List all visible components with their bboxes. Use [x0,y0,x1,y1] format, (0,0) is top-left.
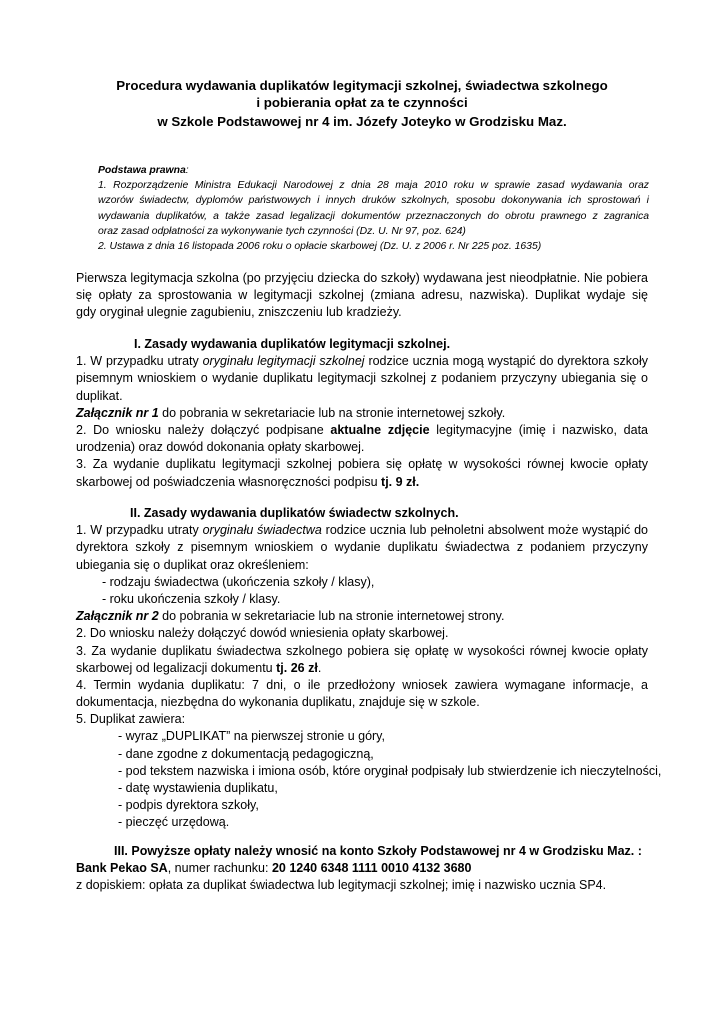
duplicate-content-item: - datę wystawienia duplikatu, [118,781,278,795]
title-line-2: i pobierania opłat za te czynności [256,95,468,110]
duplicate-content-item: - podpis dyrektora szkoły, [118,798,259,813]
section-2-heading: II. Zasady wydawania duplikatów świadectw szkolnych. [130,506,459,520]
s1-attachment: Załącznik nr 1 do pobrania w sekretariacie lub na stronie internetowej szkoły. [76,405,506,420]
account-number: 20 1240 6348 1111 0010 4132 3680 [271,861,472,876]
s2-point-5: 5. Duplikat zawiera: [76,712,186,727]
legal-basis-line: 1. Rozporządzenie Ministra Edukacji Narodowej z dnia 28 maja 2010 roku w sprawie zasad wydawania oraz [98,180,649,192]
s1-point-2-line-1: 2. Do wniosku należy dołączyć podpisane aktualne zdjęcie legitymacyjne (imię i nazwisko, data [76,422,648,437]
legal-basis [98,163,649,254]
legal-basis-line: 2. Ustawa z dnia 16 listopada 2006 roku o opłacie skarbowej (Dz. U. z 2006 r. Nr 225 poz. 1635) [98,241,542,253]
s2-point-1-line-1: 1. W przypadku utraty oryginału świadectwa rodzice ucznia lub pełnoletni absolwent może wystąpić do [76,523,648,538]
section-1 [76,336,648,491]
s2-detail-item: - roku ukończenia szkoły / klasy. [102,591,281,606]
s2-point-4-line-1: 4. Termin wydania duplikatu: 7 dni, o ile przedłożony wniosek zawiera wymagane informacje, a [76,677,648,692]
legal-basis-line: wzorów świadectw, dyplomów państwowych i innych druków szkolnych, sposobu dokonywania ich sprostowań i [98,195,649,207]
duplicate-content-item: - dane zgodne z dokumentacją pedagogiczną, [118,746,374,761]
section-1-heading: I. Zasady wydawania duplikatów legitymacji szkolnej. [134,337,451,351]
s2-attachment: Załącznik nr 2 do pobrania w sekretariacie lub na stronie internetowej strony. [76,609,505,624]
section-3-heading: III. Powyższe opłaty należy wnosić na konto Szkoły Podstawowej nr 4 w Grodzisku Maz. : [114,844,642,858]
s2-point-3-line-1: 3. Za wydanie duplikatu świadectwa szkolnego pobiera się opłatę w wysokości równej kwocie opłaty [76,643,648,658]
s2-detail-item: - rodzaju świadectwa (ukończenia szkoły / klasy), [102,574,375,589]
payment-note: z dopiskiem: opłata za duplikat świadectwa lub legitymacji szkolnej; imię i nazwisko ucznia SP4. [76,878,607,893]
document-title [0,77,724,130]
legal-basis-heading: Podstawa prawna: [98,165,189,176]
duplicate-content-item: - pieczęć urzędową. [118,815,230,830]
duplicate-content-item: - pod tekstem nazwiska i imiona osób, które oryginał podpisały lub stwierdzenie ich nieczytelności, [118,763,662,778]
s1-point-1-line-1: 1. W przypadku utraty oryginału legitymacji szkolnej rodzice ucznia mogą wystąpić do dyrektora szkoły [76,354,648,369]
section-3 [76,843,648,895]
legal-basis-line: oraz zasad odpłatności za wykonywanie tych czynności (Dz. U. Nr 97, poz. 624) [98,225,466,237]
legal-basis-line: wydawania duplikatów, a także zasad legalizacji dokumentów przeznaczonych do obrotu prawnego z zagranica [98,210,649,222]
s1-point-1-line-3: duplikat. [76,388,123,403]
intro-line: się opłaty za sprostowania w legitymacji szkolnej (zmiana adresu, nazwiska). Duplikat wydaje się [76,288,648,303]
section-2 [76,505,662,832]
intro-paragraph [76,270,648,322]
title-line-3: w Szkole Podstawowej nr 4 im. Józefy Joteyko w Grodzisku Maz. [157,114,567,129]
bank-account-line: Bank Pekao SA, numer rachunku: 20 1240 6348 1111 0010 4132 3680 [76,861,472,876]
s2-point-1-line-3: ubiegania się o duplikat oraz określeniem: [76,557,309,572]
s1-point-2-line-2: urodzenia) oraz dowód dokonania opłaty skarbowej. [76,440,365,455]
intro-line: Pierwsza legitymacja szkolna (po przyjęciu dziecka do szkoły) wydawana jest nieodpłatnie. Nie pobiera [76,271,648,285]
s2-point-4-line-2: dokumentacja, niezbędna do wykonania duplikatu, znajduje się w szkole. [76,695,480,710]
s1-point-1-line-2: pisemnym wnioskiem o wydanie duplikatu legitymacji szkolnej z podaniem przyczyny ubiegania się o [76,371,648,386]
s2-point-1-line-2: dyrektora szkoły z pisemnym wnioskiem o wydanie duplikatu świadectwa z podaniem przyczyny [76,540,648,555]
intro-line: gdy oryginał ulegnie zagubieniu, zniszczeniu lub kradzieży. [76,305,402,320]
title-line-1: Procedura wydawania duplikatów legitymacji szkolnej, świadectwa szkolnego [116,78,608,93]
s1-point-3-line-2: skarbowej od poświadczenia własnoręczności podpisu tj. 9 zł. [76,474,420,489]
s2-point-2: 2. Do wniosku należy dołączyć dowód wniesienia opłaty skarbowej. [76,626,449,641]
s1-point-3-line-1: 3. Za wydanie duplikatu legitymacji szkolnej pobiera się opłatę w wysokości równej kwocie opłaty [76,457,648,472]
duplicate-content-item: - wyraz „DUPLIKAT” na pierwszej stronie u góry, [118,729,385,744]
s2-point-3-line-2: skarbowej od legalizacji dokumentu tj. 26 zł. [76,660,322,675]
